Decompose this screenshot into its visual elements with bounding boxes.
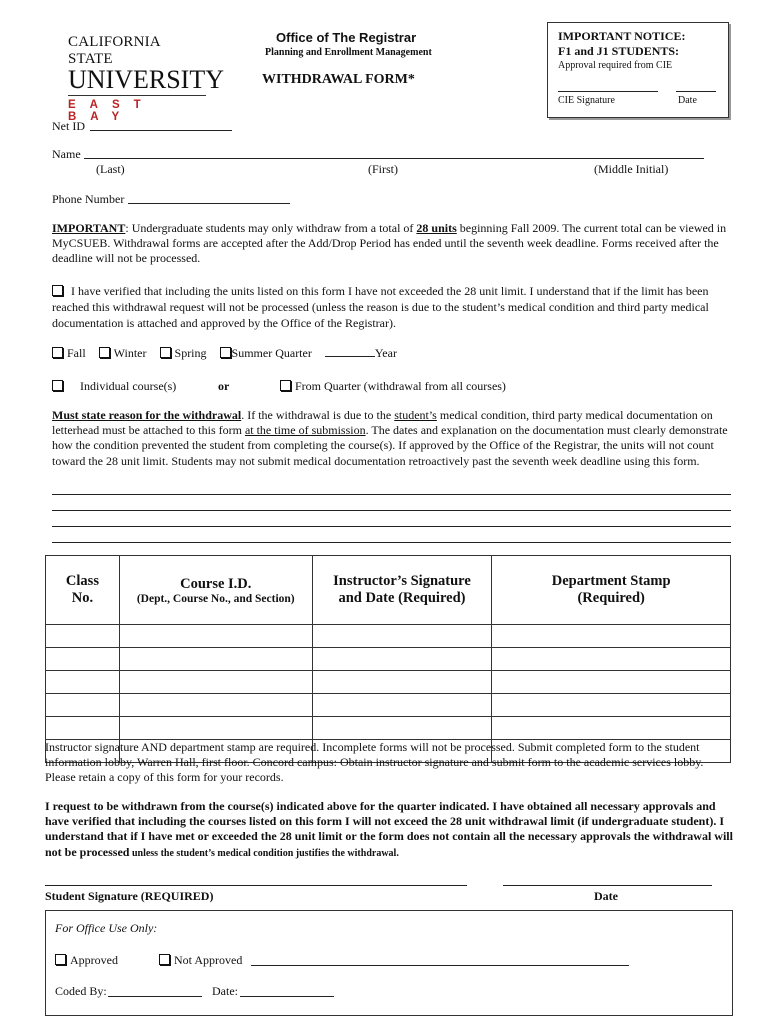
spring-label: Spring — [174, 346, 207, 360]
dept-header-line-2: (Required) — [577, 590, 645, 606]
course-id-cell[interactable] — [119, 648, 312, 671]
request-bold-text: I request to be withdrawn from the course(s) indicated above for the quarter indicated. I have obtained all necessary approvals and have verified that including the courses listed on this form I will not exceed the 28 unit withdrawal limit (if undergraduate student). I understand that if I have met or exceeded the 28 unit limit or the form does not contain all the necessary approvals the withdrawal will not be processed — [45, 799, 733, 859]
student-date-label: Date — [594, 889, 618, 903]
notice-subtitle: F1 and J1 STUDENTS: — [558, 44, 680, 58]
notice-title: IMPORTANT NOTICE: — [558, 29, 686, 43]
department-stamp-cell[interactable] — [492, 648, 731, 671]
important-paragraph — [52, 221, 732, 266]
request-small-text: unless the student’s medical condition justifies the withdrawal. — [129, 847, 399, 859]
reason-students: student’s — [394, 408, 437, 422]
department-stamp-cell[interactable] — [492, 694, 731, 717]
reason-line-1[interactable] — [52, 494, 731, 495]
class-no-cell[interactable] — [46, 648, 120, 671]
table-row — [46, 671, 731, 694]
office-date-field[interactable] — [240, 996, 334, 997]
class-no-cell[interactable] — [46, 717, 120, 740]
name-label: Name — [52, 147, 81, 161]
course-id-cell[interactable] — [119, 625, 312, 648]
form-title: WITHDRAWAL FORM* — [262, 72, 415, 87]
important-units: 28 units — [416, 221, 457, 235]
not-approved-checkbox[interactable] — [159, 954, 170, 965]
table-row — [46, 694, 731, 717]
instructor-signature-cell[interactable] — [312, 648, 492, 671]
verify-paragraph — [52, 283, 732, 331]
fall-label: Fall — [67, 346, 86, 360]
office-use-title: For Office Use Only: — [55, 921, 158, 935]
not-approved-label: Not Approved — [174, 953, 243, 967]
approved-checkbox[interactable] — [55, 954, 66, 965]
cie-signature-label: CIE Signature — [558, 95, 615, 106]
cie-signature-line[interactable] — [558, 91, 658, 92]
table-row — [46, 648, 731, 671]
instructor-signature-cell[interactable] — [312, 671, 492, 694]
department-stamp-cell[interactable] — [492, 717, 731, 740]
instructor-signature-cell[interactable] — [312, 717, 492, 740]
reason-line-4[interactable] — [52, 542, 731, 543]
fall-checkbox[interactable] — [52, 347, 63, 358]
cie-date-label: Date — [678, 95, 697, 106]
spring-checkbox[interactable] — [160, 347, 171, 358]
instructor-signature-cell[interactable] — [312, 694, 492, 717]
first-name-label: (First) — [368, 162, 398, 176]
department-stamp-header — [492, 556, 731, 625]
approved-option — [55, 953, 118, 968]
course-id-cell[interactable] — [119, 671, 312, 694]
last-name-label: (Last) — [96, 162, 125, 176]
year-label: Year — [374, 346, 397, 360]
department-stamp-cell[interactable] — [492, 671, 731, 694]
logo-line-2: UNIVERSITY — [68, 65, 224, 94]
instructor-header-line-2: and Date (Required) — [338, 590, 466, 606]
office-use-box — [45, 910, 733, 1016]
course-id-header-line-2: (Dept., Course No., and Section) — [136, 592, 295, 605]
winter-label: Winter — [113, 346, 147, 360]
table-row — [46, 625, 731, 648]
net-id-label: Net ID — [52, 119, 85, 133]
reason-paragraph — [52, 408, 732, 469]
withdrawal-request-statement — [45, 799, 735, 861]
course-id-cell[interactable] — [119, 717, 312, 740]
course-id-cell[interactable] — [119, 694, 312, 717]
verify-checkbox[interactable] — [52, 285, 63, 296]
department-title: Planning and Enrollment Management — [265, 47, 432, 58]
name-field[interactable] — [84, 158, 704, 159]
reason-line-3[interactable] — [52, 526, 731, 527]
important-label: IMPORTANT — [52, 221, 126, 235]
course-id-header-line-1: Course I.D. — [180, 575, 252, 592]
student-signature-label: Student Signature (REQUIRED) — [45, 889, 214, 903]
individual-course-checkbox[interactable] — [52, 380, 63, 391]
from-quarter-label: From Quarter (withdrawal from all courses) — [295, 379, 506, 393]
coded-by-label: Coded By: — [55, 984, 107, 998]
office-date-label: Date: — [212, 984, 238, 998]
reason-text-3: . The dates and explanation on the documentation must clearly demonstrate how the condition prevented the student from completing the course(s). If approved by the Office of the Registrar, the units will not count toward the 28 unit limit. Students may not submit medical documentation retroactively past the seventh week deadline using this form. — [52, 423, 728, 468]
reason-text-1: . If the withdrawal is due to the — [241, 408, 395, 422]
summer-label: Summer Quarter — [231, 346, 312, 360]
class-no-cell[interactable] — [46, 671, 120, 694]
student-signature-line[interactable] — [45, 885, 467, 886]
instructor-signature-header — [312, 556, 492, 625]
course-table — [45, 555, 731, 763]
summer-checkbox[interactable] — [220, 347, 231, 358]
instructor-header-line-1: Instructor’s Signature — [333, 573, 471, 589]
instructor-signature-cell[interactable] — [312, 625, 492, 648]
student-date-line[interactable] — [503, 885, 712, 886]
phone-field[interactable] — [128, 203, 290, 204]
class-no-cell[interactable] — [46, 625, 120, 648]
reason-text-2: medical condition, third party medical documentation on letterhead must be attached to this form — [52, 408, 713, 438]
middle-initial-label: (Middle Initial) — [594, 162, 669, 176]
approved-label: Approved — [70, 953, 118, 967]
submission-instructions: Instructor signature AND department stamp are required. Incomplete forms will not be processed. Submit completed form to the student information lobby, Warren Hall, first floor. Concord campus: Obtain instructor signature and submit form to the academic services lobby. Please retain a copy of this form for your records. — [45, 740, 704, 784]
reason-line-2[interactable] — [52, 510, 731, 511]
course-table-header — [46, 556, 731, 625]
class-no-header — [46, 556, 120, 625]
verify-text: I have verified that including the units listed on this form I have not exceeded the 28 unit limit. I understand that if the limit has been reached this withdrawal request will not be processed (unless the reason is due to the student’s medical condition and third party medical documentation is attached and approved by the Office of the Registrar). — [52, 284, 709, 330]
important-notice-box — [547, 22, 729, 118]
office-title: Office of The Registrar — [276, 30, 417, 45]
logo-line-3: EAST BAY — [68, 99, 155, 123]
individual-course-label: Individual course(s) — [80, 379, 177, 393]
cie-date-line[interactable] — [676, 91, 716, 92]
not-approved-reason-line[interactable] — [251, 965, 629, 966]
net-id-field[interactable] — [90, 130, 232, 131]
coded-by-field[interactable] — [108, 996, 202, 997]
class-no-cell[interactable] — [46, 694, 120, 717]
reason-lead: Must state reason for the withdrawal — [52, 408, 242, 422]
notice-approval: Approval required from CIE — [558, 60, 673, 71]
logo-divider — [68, 95, 206, 96]
dept-header-line-1: Department Stamp — [551, 573, 671, 589]
important-text-1: : Undergraduate students may only withdraw from a total of — [125, 221, 417, 235]
university-logo — [68, 34, 224, 123]
department-stamp-cell[interactable] — [492, 625, 731, 648]
important-text-2: beginning Fall 2009. The current total can be viewed in MyCSUEB. Withdrawal forms are accepted after the Add/Drop Period has ended until the seventh week deadline. Forms received after the deadline will not be processed. — [52, 221, 727, 265]
logo-line-1: CALIFORNIA STATE — [68, 34, 161, 67]
quarter-options — [52, 346, 397, 361]
not-approved-option — [159, 953, 242, 968]
winter-checkbox[interactable] — [99, 347, 110, 358]
from-quarter-checkbox[interactable] — [280, 380, 291, 391]
from-quarter-option — [280, 379, 506, 394]
class-header-line-1: Class — [65, 573, 99, 589]
course-id-header — [119, 556, 312, 625]
or-label: or — [218, 379, 230, 393]
table-row — [46, 717, 731, 740]
year-field[interactable] — [325, 346, 375, 357]
phone-label: Phone Number — [52, 192, 125, 206]
reason-at-time: at the time of submission — [244, 423, 366, 438]
class-header-line-2: No. — [71, 590, 94, 606]
